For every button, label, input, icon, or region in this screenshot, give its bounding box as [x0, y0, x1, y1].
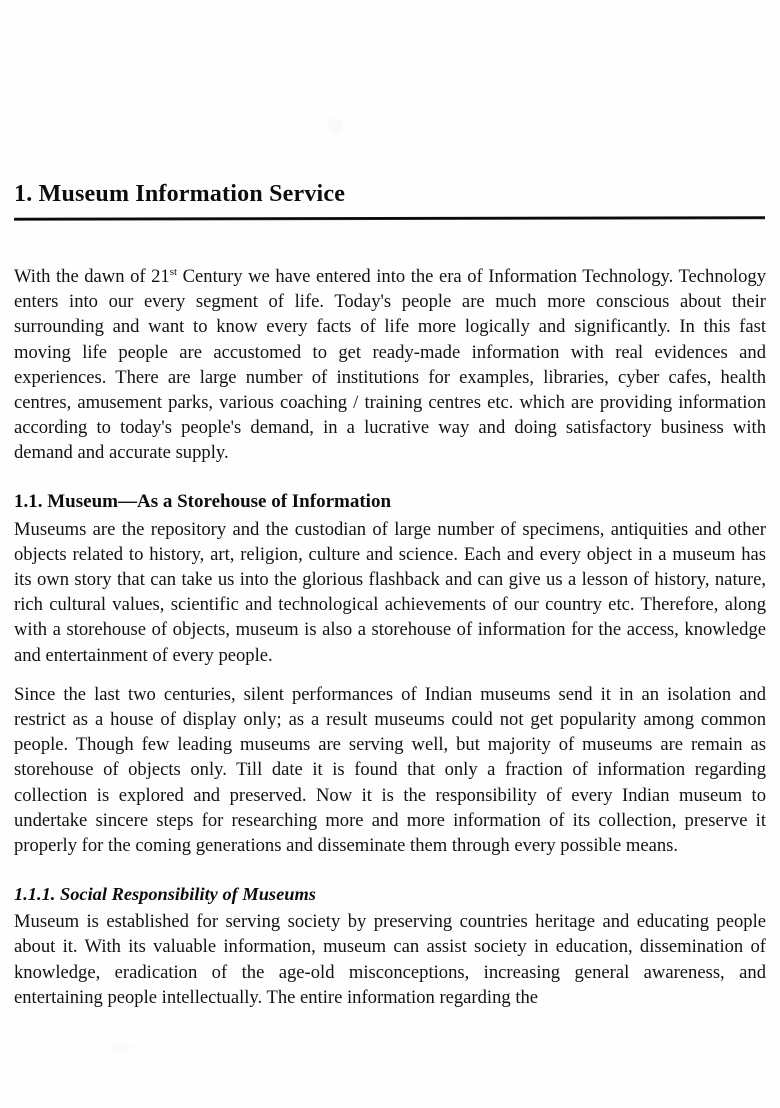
- chapter-title: 1. Museum Information Service: [14, 181, 346, 207]
- section-heading-1-1-1: 1.1.1. Social Responsibility of Museums: [14, 884, 316, 905]
- intro-paragraph: [14, 264, 766, 466]
- title-underline-rule: [14, 216, 765, 221]
- section-heading-1-1: 1.1. Museum—As a Storehouse of Information: [14, 490, 392, 512]
- intro-text-before-ordinal: With the dawn of 21: [14, 266, 170, 287]
- ordinal-suffix: st: [169, 265, 178, 278]
- storehouse-paragraph-1: Museums are the repository and the custodian of large number of specimens, antiquities and other objects related to history, art, religion, culture and science. Each and every object in a museum has its own story that can take us into the glorious flashback and can give us a lesson of history, nature, rich cultural values, scientific and technological achievements of our country etc. Therefore, along with a storehouse of objects, museum is also a storehouse of information for the access, knowledge and entertainment of every people.: [14, 518, 766, 666]
- intro-text-after-ordinal: Century we have entered into the era of Information Technology. Technology enters into our every segment of life. Today's people are much more conscious about their surrounding and want to know every facts of life more logically and significantly. In this fast moving life people are accustomed to get ready-made information with real evidences and experiences. There are large number of institutions for examples, libraries, cyber cafes, health centres, amusement parks, various coaching / training centres etc. which are providing information according to today's people's demand, in a lucrative way and doing satisfactory business with demand and accurate supply.: [14, 266, 766, 464]
- scan-artifact: [108, 1042, 134, 1052]
- storehouse-paragraph-2: Since the last two centuries, silent performances of Indian museums send it in an isolation and restrict as a house of display only; as a result museums could not get popularity among common people. Though few leading museums are serving well, but majority of museums are remain as storehouse of objects only. Till date it is found that only a fraction of information regarding collection is explored and preserved. Now it is the responsibility of every Indian museum to undertake sincere steps for researching more and more information of its collection, preserve it properly for the coming generations and disseminate them through every possible means.: [14, 683, 766, 857]
- page-content: [14, 0, 766, 1010]
- social-responsibility-paragraph-1: Museum is established for serving society by preserving countries heritage and educating people about it. With its valuable information, museum can assist society in education, dissemination of knowledge, eradication of the age-old misconceptions, increasing general awareness, and entertaining people intellectually. The entire information regarding the: [14, 911, 766, 1008]
